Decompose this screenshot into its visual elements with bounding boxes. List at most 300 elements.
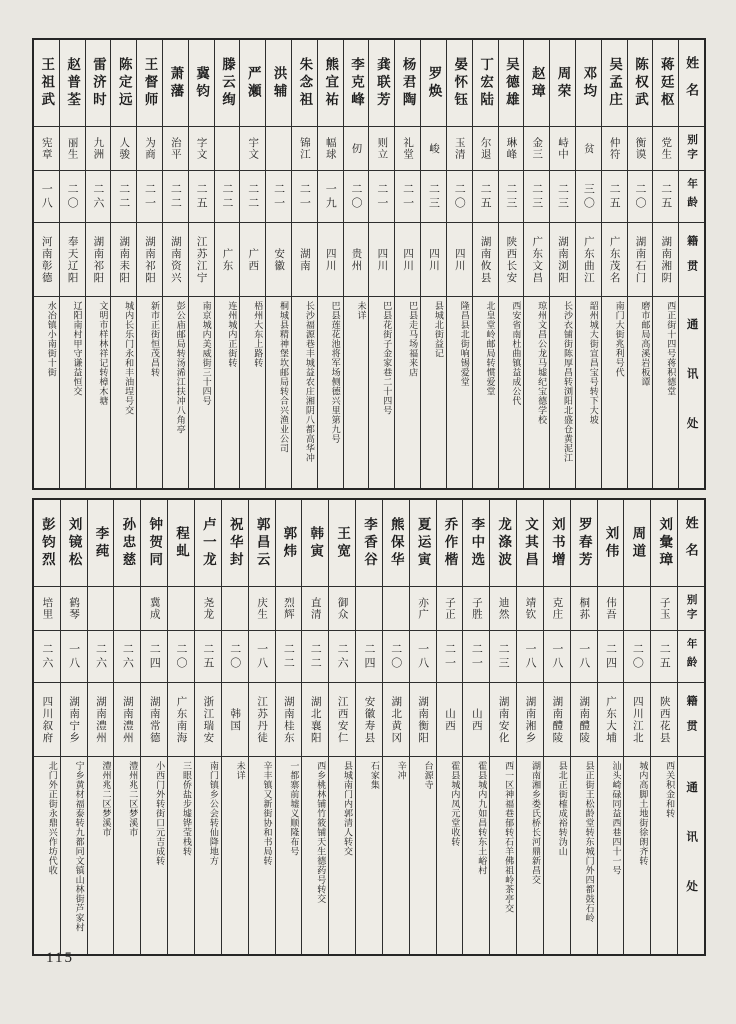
zi-cell: [137, 126, 162, 170]
age-cell-text: 二二: [282, 642, 295, 671]
zi-cell-text: 直清: [309, 597, 321, 620]
native-place-cell: [437, 682, 463, 756]
age-cell-text: 二五: [195, 182, 208, 211]
age-cell-text: 二〇: [453, 182, 466, 211]
name-cell-text: 罗春芳: [576, 516, 592, 570]
address-cell: 南京城内美威街三十四号: [189, 296, 214, 488]
name-cell: [356, 500, 382, 586]
zi-cell: [550, 126, 575, 170]
name-cell-text: 罗焕: [426, 65, 442, 101]
native-place-cell-text: 湖南安化: [497, 695, 509, 744]
address-cell: 台源寺: [410, 756, 436, 954]
age-cell: [141, 630, 167, 682]
age-cell-text: 二六: [91, 182, 104, 211]
name-cell: [421, 40, 446, 126]
address-cell: 南门大街兆利号代: [602, 296, 627, 488]
name-cell-text: 王督师: [142, 56, 158, 110]
table-column: [549, 40, 575, 488]
native-place-cell-text: 四川: [324, 247, 336, 272]
age-cell: [88, 630, 114, 682]
zi-cell-text: 人骏: [118, 137, 130, 160]
age-cell-text: 二五: [659, 182, 672, 211]
address-cell: 水冶镇小南街十街: [34, 296, 59, 488]
header-native-place-cell-text: 籍贯: [685, 234, 698, 285]
zi-cell-text: 为商: [144, 137, 156, 160]
native-place-cell-text: 湖南耒阳: [118, 235, 130, 284]
name-cell-text: 刘书增: [549, 516, 565, 570]
header-zi-cell: [678, 586, 704, 630]
native-place-cell-text: 湖南澧州: [95, 695, 107, 744]
name-cell: [383, 500, 409, 586]
name-cell: [544, 500, 570, 586]
age-cell: [628, 170, 653, 222]
age-cell-text: 二〇: [350, 182, 363, 211]
zi-cell: [624, 586, 650, 630]
header-native-place-cell: [679, 222, 704, 296]
name-cell-text: 刘彙璋: [657, 516, 673, 570]
age-cell-text: 一八: [550, 642, 563, 671]
zi-cell: [447, 126, 472, 170]
name-cell: [447, 40, 472, 126]
age-cell: [34, 630, 60, 682]
zi-cell: [266, 126, 291, 170]
table-column: [317, 40, 343, 488]
name-cell: [437, 500, 463, 586]
table-column: [291, 40, 317, 488]
native-place-cell-text: 湖南醴陵: [551, 695, 563, 744]
address-cell: 三眼侨盐步墟铧莹栈转: [168, 756, 194, 954]
name-cell-text: 滕云绚: [219, 56, 235, 110]
name-cell-text: 蒋廷枢: [658, 56, 674, 110]
age-cell: [302, 630, 328, 682]
name-cell-text: 李莼: [93, 525, 109, 561]
age-cell-text: 二三: [530, 182, 543, 211]
name-cell: [602, 40, 627, 126]
native-place-cell-text: 湖南: [298, 247, 310, 272]
age-cell-text: 二〇: [389, 642, 402, 671]
name-cell: [517, 500, 543, 586]
name-cell: [276, 500, 302, 586]
native-place-cell-text: 韩国: [229, 707, 241, 732]
name-cell: [141, 500, 167, 586]
zi-cell-text: 尔退: [479, 137, 491, 160]
table-column: [627, 40, 653, 488]
address-cell: 霍县城内九如昌转东土峪村: [463, 756, 489, 954]
name-cell: [653, 40, 678, 126]
native-place-cell-text: 湖南澧州: [121, 695, 133, 744]
table-column: [265, 40, 291, 488]
zi-cell: [222, 586, 248, 630]
name-cell: [168, 500, 194, 586]
age-cell: [114, 630, 140, 682]
name-cell-text: 李克峰: [349, 56, 365, 110]
table-column: [570, 500, 597, 954]
address-cell: 巴县走马场福来店: [395, 296, 420, 488]
name-cell: [318, 40, 343, 126]
name-cell-text: 郭昌云: [254, 516, 270, 570]
address-cell: 韶州城大街宣昌宝号转下大坡: [576, 296, 601, 488]
name-cell-text: 严瀬: [245, 65, 261, 101]
age-cell: [651, 630, 677, 682]
age-cell: [240, 170, 265, 222]
name-cell: [490, 500, 516, 586]
zi-cell-text: 仞: [350, 142, 362, 155]
native-place-cell: [318, 222, 343, 296]
native-place-cell-text: 陕西长安: [505, 235, 517, 284]
native-place-cell-text: 江苏丹徒: [256, 695, 268, 744]
name-cell: [34, 500, 60, 586]
name-cell-text: 乔作楷: [442, 516, 458, 570]
name-cell: [369, 40, 394, 126]
zi-cell-text: 峙中: [557, 137, 569, 160]
zi-cell: [61, 586, 87, 630]
age-cell: [550, 170, 575, 222]
header-address-text: 通讯处: [685, 781, 698, 930]
native-place-cell: [168, 682, 194, 756]
native-place-cell-text: 湖南宁乡: [68, 695, 80, 744]
native-place-cell-text: 广东: [221, 247, 233, 272]
address-cell: 文明市样林祥记转樟木塘: [86, 296, 111, 488]
table-column: [188, 40, 214, 488]
table-column: [652, 40, 678, 488]
name-cell: [473, 40, 498, 126]
header-zi-cell-text: 别字: [685, 594, 697, 623]
age-cell: [249, 630, 275, 682]
name-cell: [34, 40, 59, 126]
age-cell-text: 二〇: [175, 642, 188, 671]
header-age-cell: [679, 170, 704, 222]
native-place-cell-text: 湖南攸县: [479, 235, 491, 284]
name-cell-text: 朱念祖: [297, 56, 313, 110]
address-cell: 西正街十四号蒋积德堂: [653, 296, 678, 488]
header-address-cell: [678, 756, 704, 954]
age-cell: [137, 170, 162, 222]
native-place-cell: [544, 682, 570, 756]
name-cell-text: 祝华封: [227, 516, 243, 570]
age-cell: [222, 630, 248, 682]
zi-cell: [215, 126, 240, 170]
zi-cell: [653, 126, 678, 170]
zi-cell-text: 贫: [582, 142, 594, 155]
native-place-cell-text: 江西安仁: [336, 695, 348, 744]
table-column: [420, 40, 446, 488]
name-cell-text: 周道: [630, 525, 646, 561]
age-cell-text: 二一: [375, 182, 388, 211]
name-cell: [395, 40, 420, 126]
zi-cell: [111, 126, 136, 170]
age-cell-text: 一八: [67, 642, 80, 671]
table-column: [59, 40, 85, 488]
table-column: [575, 40, 601, 488]
native-place-cell: [61, 682, 87, 756]
zi-cell: [163, 126, 188, 170]
native-place-cell: [189, 222, 214, 296]
name-cell: [550, 40, 575, 126]
name-cell-text: 夏运寅: [415, 516, 431, 570]
name-cell: [292, 40, 317, 126]
zi-cell-text: 锦江: [298, 137, 310, 160]
address-cell: 辛冲: [383, 756, 409, 954]
address-cell: 县城北街益记: [421, 296, 446, 488]
native-place-cell-text: 湖南湘乡: [524, 695, 536, 744]
table-column: [136, 40, 162, 488]
name-cell: [60, 40, 85, 126]
native-place-cell: [266, 222, 291, 296]
zi-cell: [571, 586, 597, 630]
native-place-cell-text: 广东茂名: [608, 235, 620, 284]
zi-cell: [302, 586, 328, 630]
address-cell: 城内高脚土地街徐朗齐转: [624, 756, 650, 954]
table-column: [382, 500, 409, 954]
name-cell: [114, 500, 140, 586]
age-cell: [369, 170, 394, 222]
name-cell-text: 邓均: [581, 65, 597, 101]
native-place-cell-text: 奉天辽阳: [66, 235, 78, 284]
zi-cell-text: 琳峰: [505, 137, 517, 160]
name-cell-text: 韩寅: [308, 525, 324, 561]
native-place-cell-text: 山西: [443, 707, 455, 732]
age-cell-text: 二一: [143, 182, 156, 211]
table-column: [489, 500, 516, 954]
age-cell: [168, 630, 194, 682]
header-name-cell-text: 姓名: [683, 516, 699, 570]
address-cell: 霍县城内凤元堂收转: [437, 756, 463, 954]
age-cell: [653, 170, 678, 222]
header-name-cell-text: 姓名: [684, 56, 700, 110]
native-place-cell: [111, 222, 136, 296]
native-place-cell-text: 湖南资兴: [169, 235, 181, 284]
age-cell: [437, 630, 463, 682]
zi-cell: [651, 586, 677, 630]
name-cell-text: 熊宜祐: [323, 56, 339, 110]
zi-cell: [421, 126, 446, 170]
name-cell-text: 萧藩: [168, 65, 184, 101]
name-cell-text: 文其昌: [523, 516, 539, 570]
age-cell: [344, 170, 369, 222]
name-cell-text: 彭钧烈: [39, 516, 55, 570]
zi-cell: [437, 586, 463, 630]
zi-cell: [141, 586, 167, 630]
name-cell-text: 赵璋: [529, 65, 545, 101]
native-place-cell: [602, 222, 627, 296]
address-cell: 西一区神福巷郁转石羊佛祖岭茶亭交: [490, 756, 516, 954]
registry-table-bottom: [32, 498, 706, 956]
header-age-cell-text: 年龄: [685, 638, 697, 675]
age-cell: [215, 170, 240, 222]
age-cell: [61, 630, 87, 682]
table-column: [446, 40, 472, 488]
name-cell: [215, 40, 240, 126]
zi-cell: [318, 126, 343, 170]
address-cell: 城内长乐门永和丰油埕号交: [111, 296, 136, 488]
native-place-cell: [524, 222, 549, 296]
zi-cell-text: 字文: [195, 137, 207, 160]
native-place-cell-text: 湖南桂东: [282, 695, 294, 744]
age-cell: [163, 170, 188, 222]
native-place-cell-text: 广东曲江: [582, 235, 594, 284]
address-cell: 石家集: [356, 756, 382, 954]
native-place-cell-text: 贵州: [350, 247, 362, 272]
zi-cell: [628, 126, 653, 170]
zi-cell-text: 宇文: [247, 137, 259, 160]
address-cell: 连州城内正街转: [215, 296, 240, 488]
header-native-place-cell: [678, 682, 704, 756]
address-cell: 长沙衣铺街陈厚昌转浏阳北盛仓黄泥江: [550, 296, 575, 488]
age-cell: [598, 630, 624, 682]
zi-cell: [410, 586, 436, 630]
zi-cell-text: 冀成: [148, 597, 160, 620]
name-cell: [463, 500, 489, 586]
name-cell: [628, 40, 653, 126]
native-place-cell-text: 湖南祁阳: [144, 235, 156, 284]
name-cell: [86, 40, 111, 126]
native-place-cell: [329, 682, 355, 756]
zi-cell: [60, 126, 85, 170]
age-cell-text: 二三: [556, 182, 569, 211]
native-place-cell-text: 湖南常德: [148, 695, 160, 744]
age-cell: [34, 170, 59, 222]
name-cell: [302, 500, 328, 586]
name-cell-text: 龙涤波: [496, 516, 512, 570]
table-column: [194, 500, 221, 954]
name-cell: [163, 40, 188, 126]
age-cell-text: 二二: [220, 182, 233, 211]
address-cell: 桐城县精神堡坎邮局转合兴渔业公司: [266, 296, 291, 488]
age-cell: [383, 630, 409, 682]
age-cell-text: 一八: [40, 182, 53, 211]
age-cell-text: 一八: [577, 642, 590, 671]
zi-cell: [524, 126, 549, 170]
zi-cell-text: 亦广: [417, 597, 429, 620]
name-cell: [137, 40, 162, 126]
name-cell: [624, 500, 650, 586]
native-place-cell: [249, 682, 275, 756]
age-cell: [86, 170, 111, 222]
zi-cell-text: 丽生: [66, 137, 78, 160]
native-place-cell: [369, 222, 394, 296]
header-column: [677, 500, 704, 954]
name-cell-text: 李香谷: [361, 516, 377, 570]
age-cell: [111, 170, 136, 222]
name-cell-text: 雷济时: [90, 56, 106, 110]
name-cell: [266, 40, 291, 126]
name-cell-text: 郭炜: [281, 525, 297, 561]
native-place-cell-text: 广东大埔: [605, 695, 617, 744]
zi-cell-text: 衡谟: [634, 137, 646, 160]
name-cell: [576, 40, 601, 126]
name-cell: [222, 500, 248, 586]
zi-cell-text: 克庄: [551, 597, 563, 620]
native-place-cell: [598, 682, 624, 756]
age-cell-text: 二五: [201, 642, 214, 671]
native-place-cell-text: 陕西花县: [658, 695, 670, 744]
native-place-cell-text: 湖南醴陵: [578, 695, 590, 744]
age-cell: [490, 630, 516, 682]
name-cell: [344, 40, 369, 126]
native-place-cell-text: 四川江北: [631, 695, 643, 744]
zi-cell-text: 仲符: [608, 137, 620, 160]
age-cell: [447, 170, 472, 222]
name-cell: [61, 500, 87, 586]
table-column: [462, 500, 489, 954]
address-cell: 县城南门内郭清人转交: [329, 756, 355, 954]
zi-cell: [463, 586, 489, 630]
age-cell-text: 二〇: [631, 642, 644, 671]
native-place-cell: [490, 682, 516, 756]
native-place-cell: [356, 682, 382, 756]
age-cell: [356, 630, 382, 682]
zi-cell-text: 尧龙: [202, 597, 214, 620]
table-column: [543, 500, 570, 954]
native-place-cell-text: 江苏江宁: [195, 235, 207, 284]
address-cell: 长沙福源巷丰城益农庄湘阴八都高华冲: [292, 296, 317, 488]
zi-cell: [383, 586, 409, 630]
table-column: [301, 500, 328, 954]
table-column: [110, 40, 136, 488]
name-cell: [249, 500, 275, 586]
native-place-cell-text: 四川: [402, 247, 414, 272]
table-column: [355, 500, 382, 954]
native-place-cell: [215, 222, 240, 296]
zi-cell-text: 子胜: [470, 597, 482, 620]
address-cell: 南门镇乡公会转仙降地方: [195, 756, 221, 954]
table-column: [516, 500, 543, 954]
name-cell-text: 周荣: [555, 65, 571, 101]
age-cell-text: 二六: [336, 642, 349, 671]
age-cell-text: 二〇: [66, 182, 79, 211]
native-place-cell: [141, 682, 167, 756]
age-cell-text: 二二: [309, 642, 322, 671]
table-column: [597, 500, 624, 954]
zi-cell: [276, 586, 302, 630]
table-column: [623, 500, 650, 954]
zi-cell: [598, 586, 624, 630]
name-cell-text: 王祖武: [39, 56, 55, 110]
name-cell-text: 熊保华: [388, 516, 404, 570]
table-column: [275, 500, 302, 954]
name-cell-text: 晏怀钰: [452, 56, 468, 110]
address-cell: 彭公庙邮局转汤浠江扶冲八角亭: [163, 296, 188, 488]
native-place-cell-text: 浙江瑞安: [202, 695, 214, 744]
native-place-cell: [576, 222, 601, 296]
table-column: [248, 500, 275, 954]
age-cell-text: 二五: [608, 182, 621, 211]
table-column: [113, 500, 140, 954]
zi-cell: [34, 126, 59, 170]
age-cell: [499, 170, 524, 222]
native-place-cell: [86, 222, 111, 296]
age-cell: [571, 630, 597, 682]
age-cell: [624, 630, 650, 682]
zi-cell: [490, 586, 516, 630]
age-cell-text: 二三: [497, 642, 510, 671]
table-column: [650, 500, 677, 954]
native-place-cell-text: 湖南浏阳: [557, 235, 569, 284]
table-column: [162, 40, 188, 488]
name-cell-text: 冀钧: [194, 65, 210, 101]
zi-cell: [34, 586, 60, 630]
name-cell-text: 吴孟庄: [607, 56, 623, 110]
age-cell: [189, 170, 214, 222]
zi-cell: [602, 126, 627, 170]
native-place-cell-text: 广东文昌: [531, 235, 543, 284]
address-cell: 西关积金和转: [651, 756, 677, 954]
age-cell-text: 一九: [324, 182, 337, 211]
age-cell-text: 二一: [470, 642, 483, 671]
age-cell-text: 二一: [401, 182, 414, 211]
name-cell: [329, 500, 355, 586]
native-place-cell-text: 湖南祁阳: [92, 235, 104, 284]
